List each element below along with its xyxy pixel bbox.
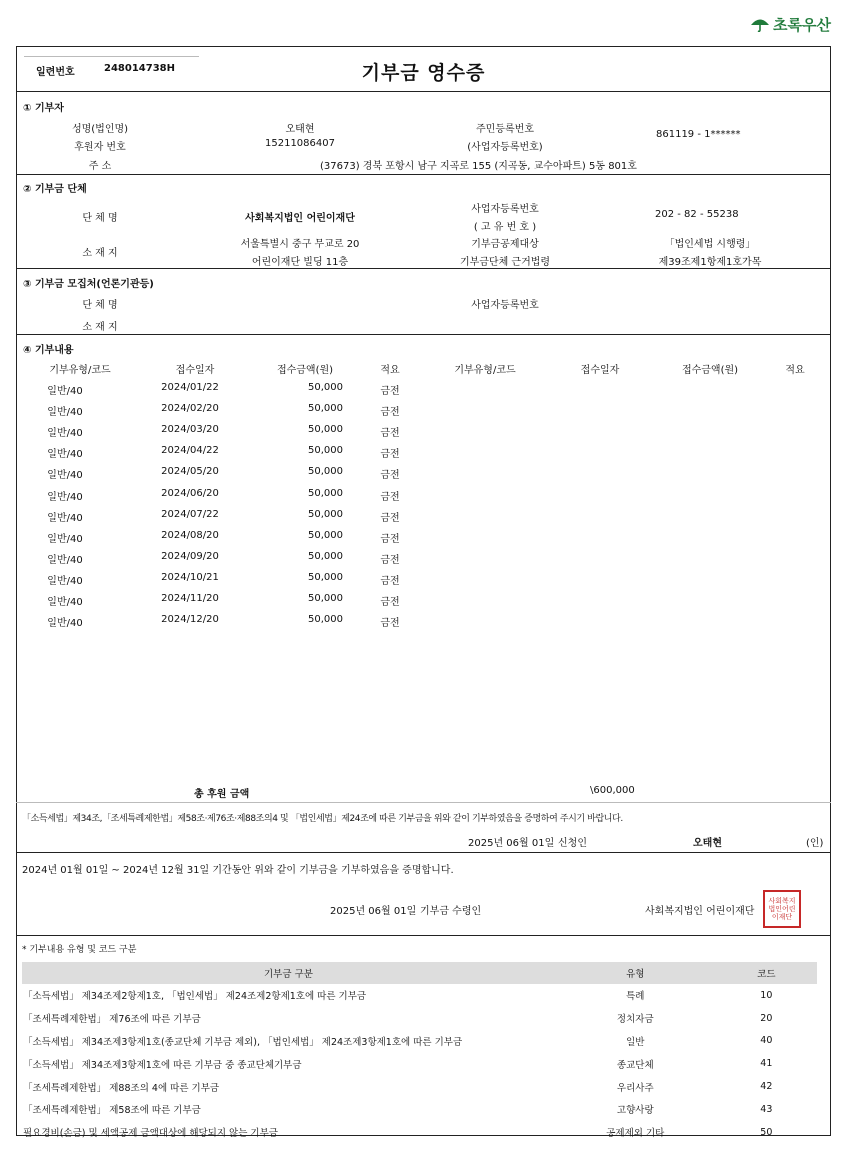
donation-cell: 2024/12/20: [161, 614, 219, 626]
donation-cell: 금전: [380, 597, 400, 608]
donation-cell: 금전: [380, 554, 400, 566]
donation-cell: 일반/40: [47, 554, 83, 566]
donation-cell: 일반/40: [47, 407, 83, 419]
code-table-cell: 「조세특례제한법」 제88조의 4에 따른 기부금: [23, 1082, 220, 1094]
col-header: 적요: [785, 365, 805, 376]
donor-name-label: 성명(법인명): [71, 124, 129, 135]
rrn-value: 861119 - 1******: [656, 129, 741, 140]
code-table-body: [22, 984, 817, 1144]
donation-cell: 금전: [380, 491, 400, 503]
recruiter-heading: ③ 기부금 모집처(언론기관등): [23, 279, 154, 290]
donation-cell: 일반/40: [47, 597, 83, 608]
recipient-name: 사회복지법인 어린이재단: [645, 906, 755, 917]
code-table-cell: 특례: [626, 991, 645, 1003]
code-table-cell: 「조세특례제한법」 제58조에 따른 기부금: [23, 1105, 201, 1117]
code-table-cell: 50: [760, 1126, 773, 1138]
donation-cell: 2024/08/20: [161, 529, 219, 541]
code-table-cell: 42: [760, 1081, 773, 1093]
col-header: 접수일자: [175, 365, 215, 376]
bizno-value: 202 - 82 - 55238: [655, 209, 739, 220]
donor-name: 오태현: [285, 124, 315, 135]
code-table-cell: 「소득세법」 제34조제3항제1호(종교단체 기부금 제외), 「법인세법」 제24조제3항제1호에 따른 기부금: [23, 1036, 463, 1048]
basis-1: 「법인세법 시행령」: [664, 239, 756, 250]
divider: [16, 802, 831, 803]
code-table-cell: 우리사주: [616, 1082, 654, 1094]
donation-cell: 금전: [380, 618, 400, 630]
code-table-cell: 정치자금: [616, 1014, 654, 1026]
donation-cell: 2024/10/21: [161, 571, 219, 583]
donation-cell: 금전: [380, 449, 400, 461]
donation-cell: 50,000: [308, 403, 343, 415]
code-table-header: 기부금 구분: [22, 962, 555, 984]
code-table-cell: 40: [760, 1035, 773, 1047]
donation-cell: 일반/40: [47, 386, 83, 397]
donation-cell: 2024/01/22: [161, 382, 219, 393]
code-table-cell: 41: [760, 1058, 773, 1070]
donation-cell: 2024/09/20: [161, 550, 219, 562]
recruiter-name-label: 단 체 명: [82, 300, 118, 311]
col-header: 기부유형/코드: [454, 365, 516, 376]
serial-value: 248014738H: [104, 63, 175, 74]
donation-cell: 금전: [380, 407, 400, 419]
donation-cell: 일반/40: [47, 512, 83, 524]
divider: [16, 334, 831, 335]
col-header: 접수일자: [580, 365, 620, 376]
serial-divider: [24, 56, 199, 57]
code-table-row: [22, 984, 817, 1007]
donation-cell: 금전: [380, 428, 400, 440]
donation-cell: 일반/40: [47, 428, 83, 440]
divider: [16, 91, 831, 92]
donation-cell: 50,000: [308, 529, 343, 541]
basis-label-2: 기부금단체 근거법령: [459, 257, 551, 268]
donor-heading: ① 기부자: [23, 103, 64, 114]
divider: [16, 268, 831, 269]
applicant-role: 신청인: [558, 838, 587, 849]
donation-cell: 50,000: [308, 593, 343, 604]
donation-cell: 금전: [380, 512, 400, 524]
org-location-1: 서울특별시 중구 무교로 20: [240, 239, 360, 250]
donation-cell: 금전: [380, 386, 400, 397]
code-table-row: [22, 1075, 817, 1098]
donation-cell: 2024/04/22: [161, 445, 219, 457]
donation-cell: 50,000: [308, 445, 343, 457]
donation-cell: 50,000: [308, 550, 343, 562]
donation-cell: 50,000: [308, 382, 343, 393]
donation-cell: 2024/11/20: [161, 593, 219, 604]
serial-label: 일련번호: [36, 67, 75, 78]
basis-2: 제39조제1항제1호가목: [658, 257, 762, 268]
address-label: 주 소: [88, 161, 112, 172]
sponsor-no-label: 후원자 번호: [74, 142, 126, 153]
address-value: (37673) 경북 포항시 남구 지곡로 155 (지곡동, 교수아파트) 5동 801호: [320, 161, 637, 172]
code-table-cell: 43: [760, 1103, 773, 1115]
code-table-row: [22, 1030, 817, 1053]
sponsor-no: 15211086407: [265, 138, 335, 149]
donation-cell: 50,000: [308, 424, 343, 436]
donation-cell: 일반/40: [47, 449, 83, 461]
org-heading: ② 기부금 단체: [23, 184, 87, 195]
donation-cell: 일반/40: [47, 533, 83, 545]
divider: [16, 935, 831, 936]
code-table-cell: 고향사랑: [616, 1105, 654, 1117]
donation-cell: 50,000: [308, 614, 343, 626]
col-header: 접수금액(원): [681, 365, 739, 376]
code-table-row: [22, 1098, 817, 1121]
code-table-cell: 10: [760, 989, 773, 1001]
donation-cell: 금전: [380, 533, 400, 545]
donation-cell: 50,000: [308, 466, 343, 478]
rrn-label: 주민등록번호: [476, 124, 534, 135]
applicant-seal: (인): [806, 838, 824, 849]
umbrella-icon: [750, 18, 770, 32]
codes-title: * 기부내용 유형 및 코드 구분: [22, 945, 137, 955]
code-table-header: 코드: [716, 962, 817, 984]
recipient-date: 2025년 06월 01일: [330, 906, 417, 917]
code-table-cell: 20: [760, 1012, 773, 1024]
divider: [16, 174, 831, 175]
recipient-role: 기부금 수령인: [420, 906, 482, 917]
bizno-label: 사업자등록번호: [471, 204, 539, 215]
statement-text: 「소득세법」제34조,「조세특례제한법」제58조·제76조·제88조의4 및 「법인세법」제24조에 따른 기부금을 위와 같이 기부하였음을 증명하여 주시기 바랍니다.: [22, 814, 623, 824]
total-label: 총 후원 금액: [194, 789, 250, 800]
col-header: 기부유형/코드: [49, 365, 111, 376]
code-table-cell: 「소득세법」 제34조제3항제1호에 따른 기부금 중 종교단체기부금: [23, 1059, 302, 1071]
org-location-label: 소 재 지: [82, 248, 118, 259]
col-header: 적요: [380, 365, 400, 376]
donation-cell: 2024/07/22: [161, 508, 219, 520]
code-table-header: 유형: [555, 962, 716, 984]
code-table-cell: 「조세특례제한법」 제76조에 따른 기부금: [23, 1014, 201, 1026]
col-header: 접수금액(원): [276, 365, 334, 376]
certification-text: 2024년 01월 01일 ~ 2024년 12월 31일 기간동안 위와 같이 기부금을 기부하였음을 증명합니다.: [22, 865, 454, 876]
donation-cell: 2024/06/20: [161, 487, 219, 499]
donation-cell: 일반/40: [47, 575, 83, 587]
donation-cell: 50,000: [308, 487, 343, 499]
basis-label-1: 기부금공제대상: [471, 239, 539, 250]
page-title: 기부금 영수증: [361, 62, 486, 84]
applicant-date: 2025년 06월 01일: [468, 838, 555, 849]
donation-cell: 금전: [380, 575, 400, 587]
code-table: [22, 962, 817, 1144]
org-name-label: 단 체 명: [82, 213, 118, 224]
code-table-cell: 일반: [626, 1036, 645, 1048]
divider: [16, 852, 831, 853]
rrn-label-2: (사업자등록번호): [467, 142, 543, 153]
org-location-2: 어린이재단 빌딩 11층: [251, 257, 349, 268]
recruiter-bizno-label: 사업자등록번호: [471, 300, 539, 311]
donation-cell: 일반/40: [47, 470, 83, 482]
code-table-row: [22, 1052, 817, 1075]
brand-logo: [750, 14, 831, 35]
applicant-name: 오태현: [693, 838, 722, 849]
recruiter-location-label: 소 재 지: [82, 322, 118, 333]
code-table-cell: 필요경비(손금) 및 세액공제 금액대상에 해당되지 않는 기부금: [23, 1128, 278, 1140]
official-stamp: [763, 890, 801, 928]
code-table-row: [22, 1007, 817, 1030]
donation-cell: 2024/05/20: [161, 466, 219, 478]
donation-cell: 2024/02/20: [161, 403, 219, 415]
bizno-label-2: ( 고 유 번 호 ): [473, 222, 537, 233]
donation-cell: 2024/03/20: [161, 424, 219, 436]
org-name: 사회복지법인 어린이재단: [245, 213, 355, 224]
donation-cell: 금전: [380, 470, 400, 482]
brand-name: 초록우산: [773, 16, 831, 34]
code-table-row: [22, 1121, 817, 1144]
stamp-text: 사회복지법인어린이재단: [768, 897, 796, 921]
code-table-cell: 공제제외 기타: [606, 1128, 665, 1140]
donation-cell: 50,000: [308, 571, 343, 583]
donation-cell: 일반/40: [47, 618, 83, 630]
code-table-cell: 종교단체: [616, 1059, 654, 1071]
code-table-cell: 「소득세법」 제34조제2항제1호, 「법인세법」 제24조제2항제1호에 따른 기부금: [23, 991, 367, 1003]
donation-cell: 일반/40: [47, 491, 83, 503]
total-value: \600,000: [590, 785, 635, 796]
content-heading: ④ 기부내용: [23, 345, 74, 356]
donation-cell: 50,000: [308, 508, 343, 520]
